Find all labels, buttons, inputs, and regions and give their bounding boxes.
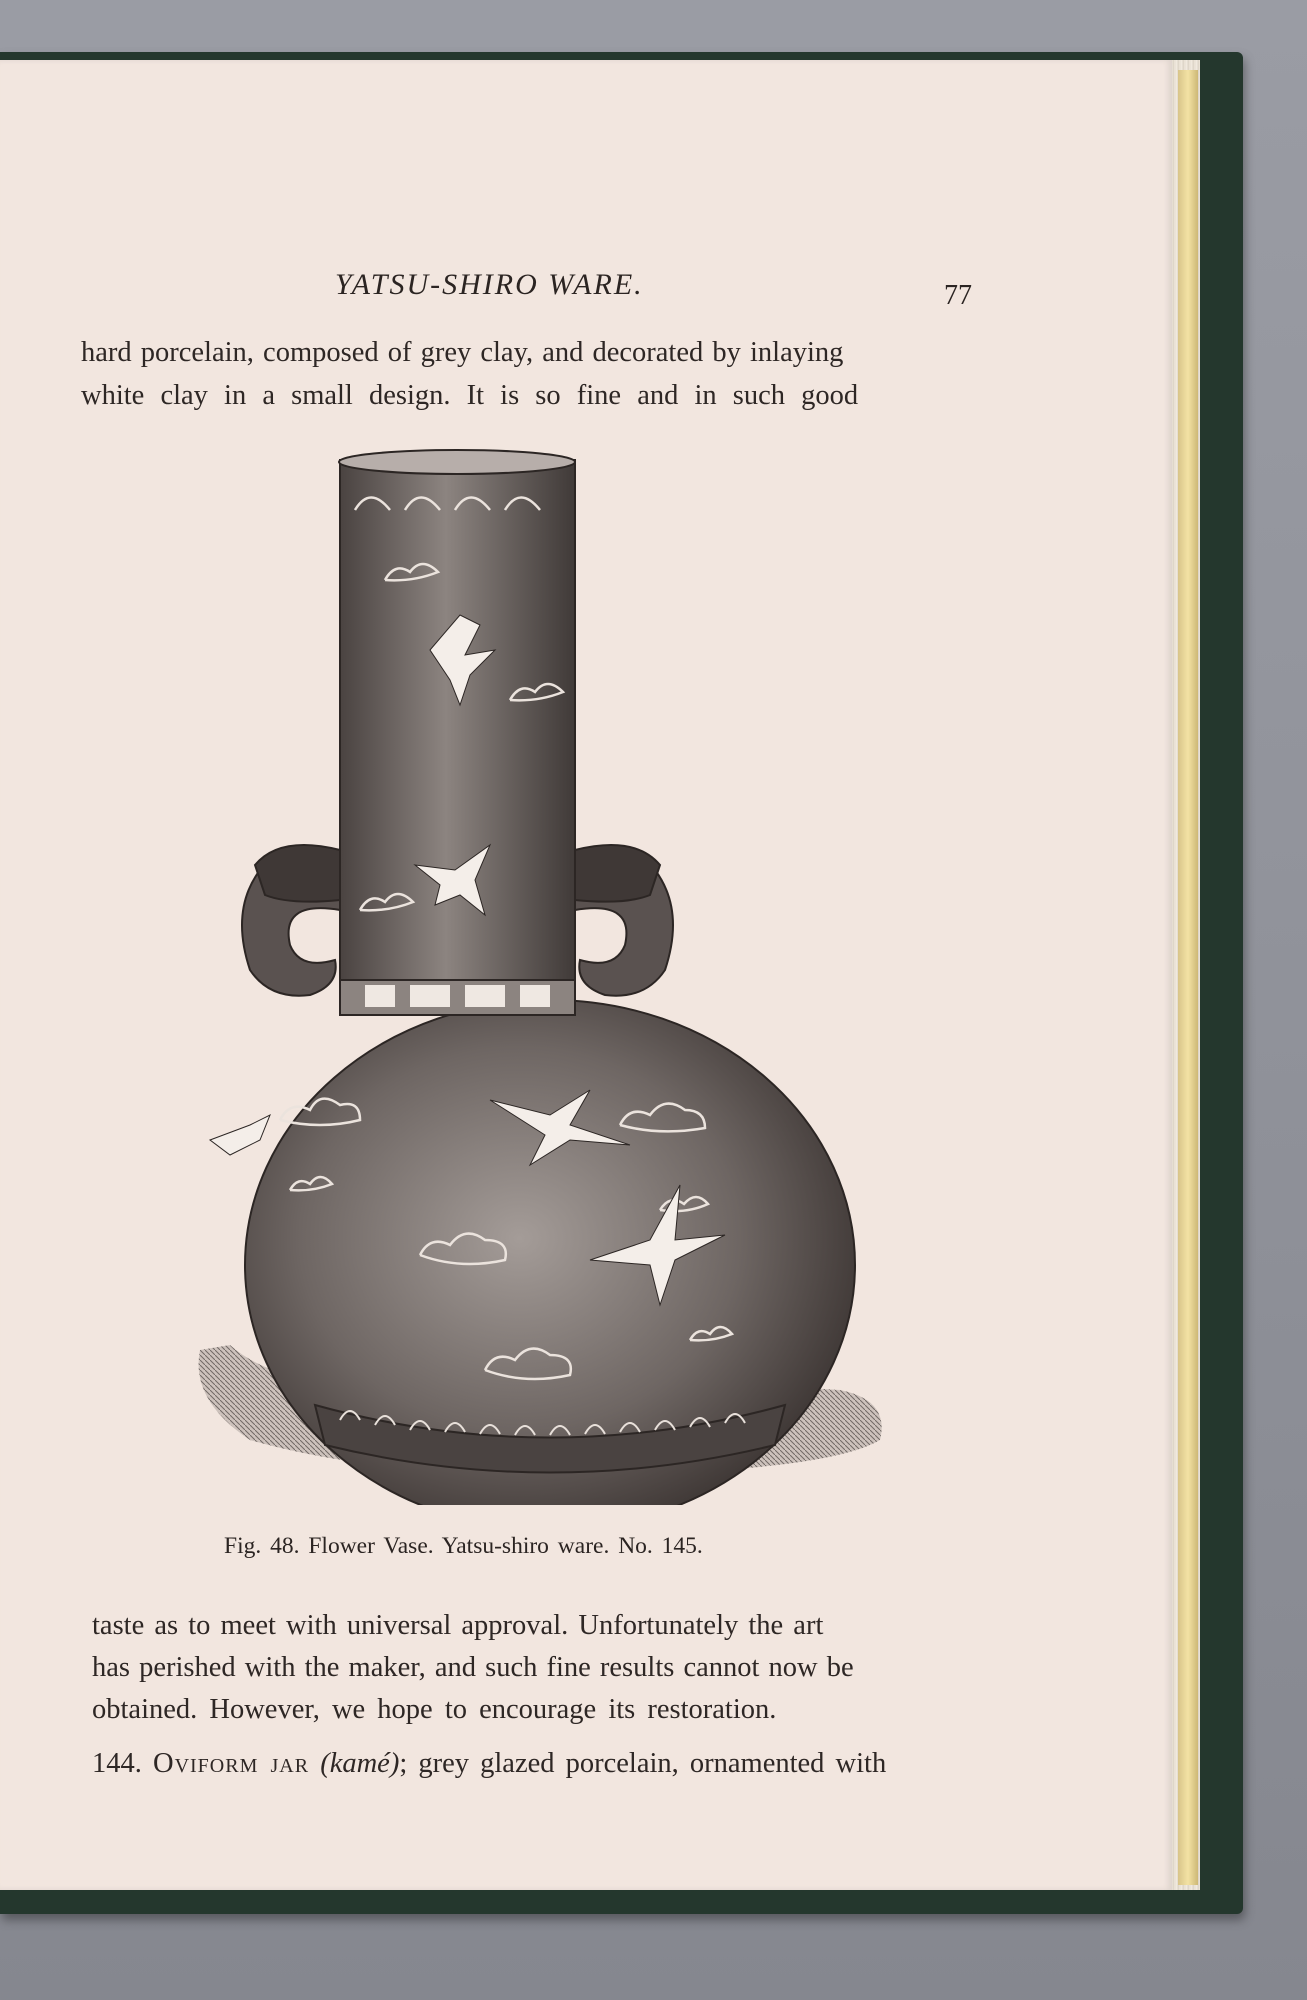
entry-title: Oviform jar (153, 1748, 310, 1779)
running-head: YATSU-SHIRO WARE. (335, 268, 644, 301)
vase-neck (339, 450, 575, 980)
body-line: has perished with the maker, and such fine results cannot now be (92, 1652, 854, 1683)
body-line: white clay in a small design. It is so fine and in such good (81, 380, 859, 411)
figure-caption: Fig. 48. Flower Vase. Yatsu-shiro ware. No. 145. (224, 1533, 703, 1559)
entry-description: ; grey glazed porcelain, ornamented with (399, 1748, 887, 1779)
entry-number: 144. (92, 1748, 142, 1779)
flower-vase-illustration (190, 440, 890, 1505)
body-line: hard porcelain, composed of grey clay, and decorated by inlaying (81, 337, 844, 368)
page-number: 77 (944, 280, 972, 311)
left-handle (242, 845, 340, 996)
entry-144-line (92, 1748, 886, 1780)
right-handle (575, 845, 673, 996)
body-line: taste as to meet with universal approval. Unfortunately the art (92, 1610, 824, 1641)
body-line: obtained. However, we hope to encourage its restoration. (92, 1694, 777, 1725)
entry-japanese-term: (kamé) (320, 1748, 400, 1779)
gilt-page-edge (1178, 70, 1198, 1885)
